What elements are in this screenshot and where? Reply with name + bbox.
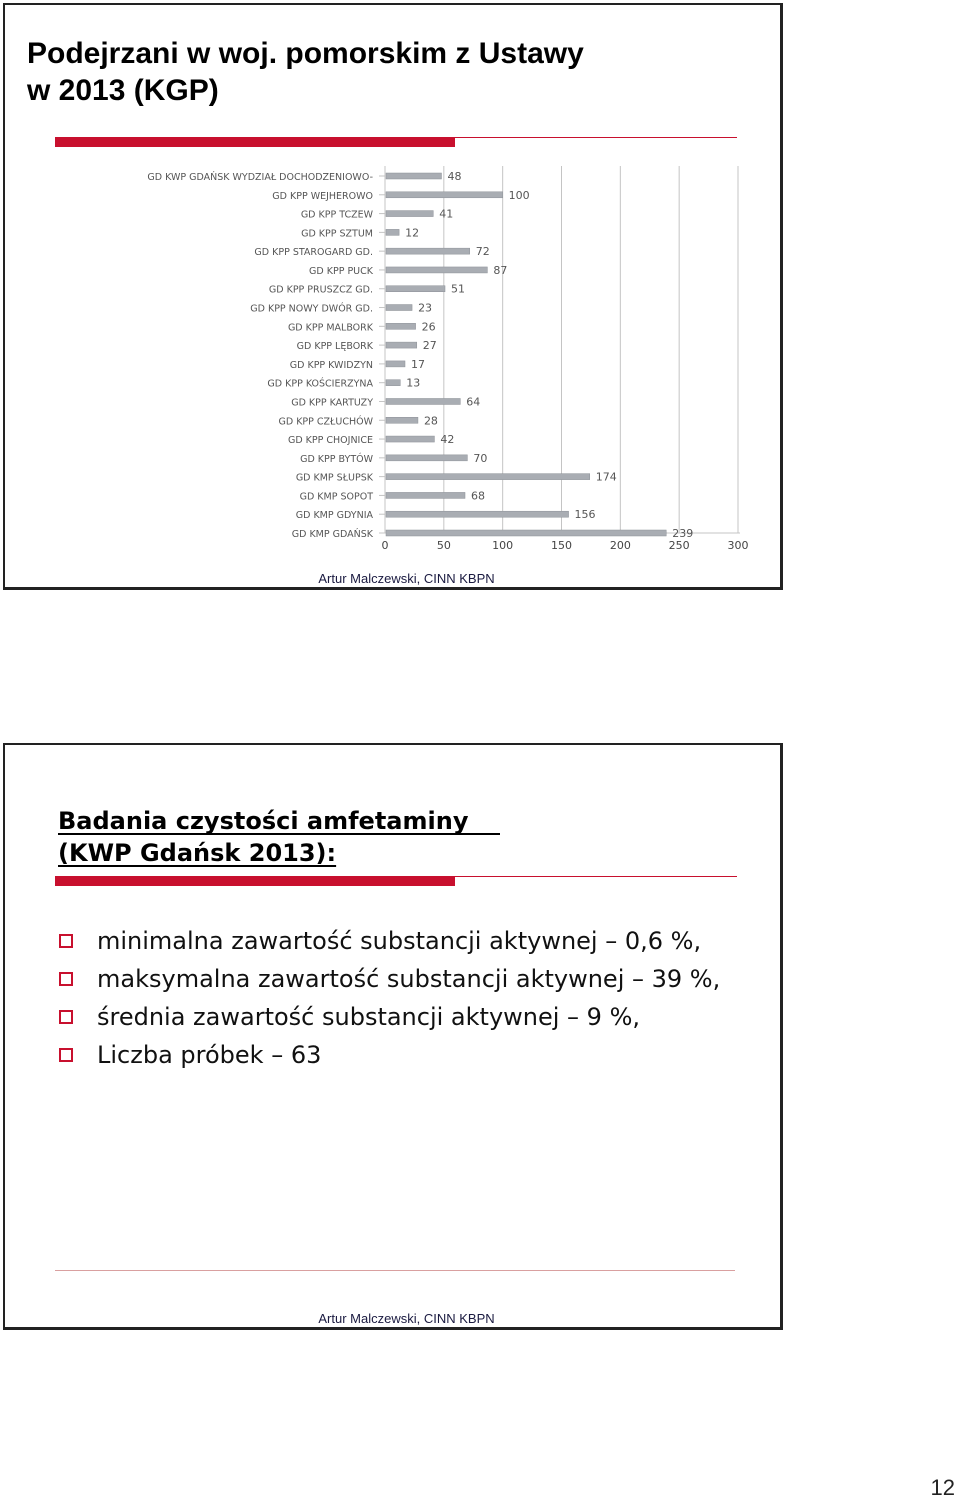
data-label-0: 48 bbox=[447, 170, 462, 183]
category-label-3: GD KPP SZTUM bbox=[301, 228, 373, 240]
bar-2 bbox=[386, 211, 433, 217]
bar-5 bbox=[386, 267, 487, 273]
bar-11 bbox=[386, 380, 400, 386]
bar-7 bbox=[386, 305, 412, 311]
slide-2-title-line-1: Badania czystości amfetaminy bbox=[58, 805, 758, 837]
data-label-18: 156 bbox=[574, 508, 596, 522]
category-label-12: GD KPP KARTUZY bbox=[291, 397, 373, 409]
accent-bar-line bbox=[455, 137, 737, 138]
bullet-text-avg: średnia zawartość substancji aktywnej – 9 %, bbox=[97, 1003, 641, 1031]
bar-18 bbox=[386, 511, 569, 517]
bar-14 bbox=[386, 436, 434, 442]
bar-15 bbox=[386, 455, 467, 461]
suspects-bar-chart bbox=[101, 160, 749, 560]
x-tick-label-300: 300 bbox=[727, 539, 749, 552]
accent-bar-red bbox=[55, 137, 455, 147]
data-label-6: 51 bbox=[451, 282, 466, 296]
category-label-2: GD KPP TCZEW bbox=[300, 209, 373, 221]
bullet-text-min: minimalna zawartość substancji aktywnej – 0,6 %, bbox=[97, 927, 702, 955]
slide-1-title-line-2: w 2013 (KGP) bbox=[27, 74, 219, 107]
slide-1-title bbox=[27, 35, 747, 109]
title-accent-bar-2 bbox=[55, 876, 737, 886]
category-label-11: GD KPP KOŚCIERZYNA bbox=[267, 378, 373, 390]
x-tick-label-250: 250 bbox=[668, 539, 690, 552]
data-label-7: 23 bbox=[418, 301, 433, 315]
category-label-19: GD KMP GDAŃSK bbox=[291, 529, 373, 540]
bullet-item-max bbox=[57, 963, 757, 996]
bullet-item-avg bbox=[57, 1001, 757, 1034]
category-label-17: GD KMP SOPOT bbox=[299, 491, 373, 503]
category-label-5: GD KPP PUCK bbox=[309, 265, 373, 277]
bar-16 bbox=[386, 474, 590, 480]
category-label-7: GD KPP NOWY DWÓR GD. bbox=[250, 303, 373, 315]
bar-12 bbox=[386, 398, 460, 404]
x-tick-label-200: 200 bbox=[609, 539, 631, 552]
bullet-text-max: maksymalna zawartość substancji aktywnej – 39 %, bbox=[97, 965, 721, 993]
x-tick-label-50: 50 bbox=[436, 539, 451, 552]
data-label-10: 17 bbox=[411, 357, 426, 371]
page-number: 12 bbox=[930, 1475, 955, 1500]
bar-17 bbox=[386, 492, 465, 498]
data-label-5: 87 bbox=[493, 263, 508, 277]
hollow-square-bullet-icon bbox=[59, 1048, 73, 1062]
category-label-6: GD KPP PRUSZCZ GD. bbox=[268, 284, 373, 296]
data-label-19: 239 bbox=[672, 527, 694, 540]
bar-4 bbox=[386, 248, 470, 254]
data-label-11: 13 bbox=[406, 376, 421, 390]
hollow-square-bullet-icon bbox=[59, 972, 73, 986]
category-label-15: GD KPP BYTÓW bbox=[300, 453, 373, 465]
bar-9 bbox=[386, 342, 417, 348]
data-label-4: 72 bbox=[475, 245, 490, 259]
bar-13 bbox=[386, 417, 418, 423]
category-label-8: GD KPP MALBORK bbox=[287, 322, 373, 334]
category-label-9: GD KPP LĘBORK bbox=[296, 341, 373, 353]
data-label-13: 28 bbox=[423, 414, 438, 428]
slide-1-title-line-1: Podejrzani w woj. pomorskim z Ustawy bbox=[27, 37, 584, 70]
bar-3 bbox=[386, 229, 399, 235]
accent-bar-line-2 bbox=[455, 876, 737, 877]
data-label-3: 12 bbox=[405, 226, 420, 240]
bullet-item-samples bbox=[57, 1039, 757, 1072]
purity-bullet-list bbox=[57, 925, 757, 1077]
slide-1-footer bbox=[5, 572, 780, 586]
category-label-4: GD KPP STAROGARD GD. bbox=[254, 247, 373, 259]
chart-svg bbox=[101, 160, 749, 560]
bar-1 bbox=[386, 192, 503, 198]
category-label-1: GD KPP WEJHEROWO bbox=[272, 190, 373, 202]
x-tick-label-100: 100 bbox=[492, 539, 514, 552]
category-label-18: GD KMP GDYNIA bbox=[295, 510, 373, 522]
data-label-14: 42 bbox=[440, 433, 455, 447]
data-label-8: 26 bbox=[421, 320, 436, 334]
category-label-10: GD KPP KWIDZYN bbox=[289, 359, 373, 371]
bar-10 bbox=[386, 361, 405, 367]
title-accent-bar bbox=[55, 137, 737, 147]
bar-8 bbox=[386, 323, 416, 329]
bar-6 bbox=[386, 286, 445, 292]
category-label-16: GD KMP SŁUPSK bbox=[295, 472, 373, 484]
data-label-15: 70 bbox=[473, 451, 488, 465]
bullet-text-samples: Liczba próbek – 63 bbox=[97, 1041, 322, 1069]
data-label-16: 174 bbox=[595, 470, 617, 484]
slide-2-footer bbox=[5, 1312, 780, 1326]
data-label-2: 41 bbox=[439, 207, 454, 221]
category-label-14: GD KPP CHOJNICE bbox=[287, 435, 373, 447]
data-label-1: 100 bbox=[508, 188, 530, 202]
slide-2 bbox=[3, 743, 783, 1330]
slide-1 bbox=[3, 3, 783, 590]
slide-2-bottom-rule bbox=[55, 1270, 735, 1271]
bar-0 bbox=[386, 173, 441, 179]
hollow-square-bullet-icon bbox=[59, 934, 73, 948]
bar-19 bbox=[386, 530, 666, 536]
category-label-0: GD KWP GDAŃSK WYDZIAŁ DOCHODZENIOWO- bbox=[147, 172, 373, 183]
data-label-9: 27 bbox=[422, 339, 437, 353]
slide-2-title bbox=[58, 805, 758, 869]
data-label-17: 68 bbox=[471, 489, 486, 503]
bullet-item-min bbox=[57, 925, 757, 958]
x-tick-label-0: 0 bbox=[381, 539, 389, 552]
slide-1-footer-text: Artur Malczewski, CINN KBPN bbox=[318, 571, 495, 586]
x-tick-label-150: 150 bbox=[551, 539, 572, 552]
slide-2-title-line-2: (KWP Gdańsk 2013): bbox=[58, 839, 337, 867]
slide-2-footer-text: Artur Malczewski, CINN KBPN bbox=[318, 1311, 495, 1326]
category-label-13: GD KPP CZŁUCHÓW bbox=[278, 416, 373, 428]
accent-bar-red-2 bbox=[55, 876, 455, 886]
hollow-square-bullet-icon bbox=[59, 1010, 73, 1024]
data-label-12: 64 bbox=[466, 395, 481, 409]
